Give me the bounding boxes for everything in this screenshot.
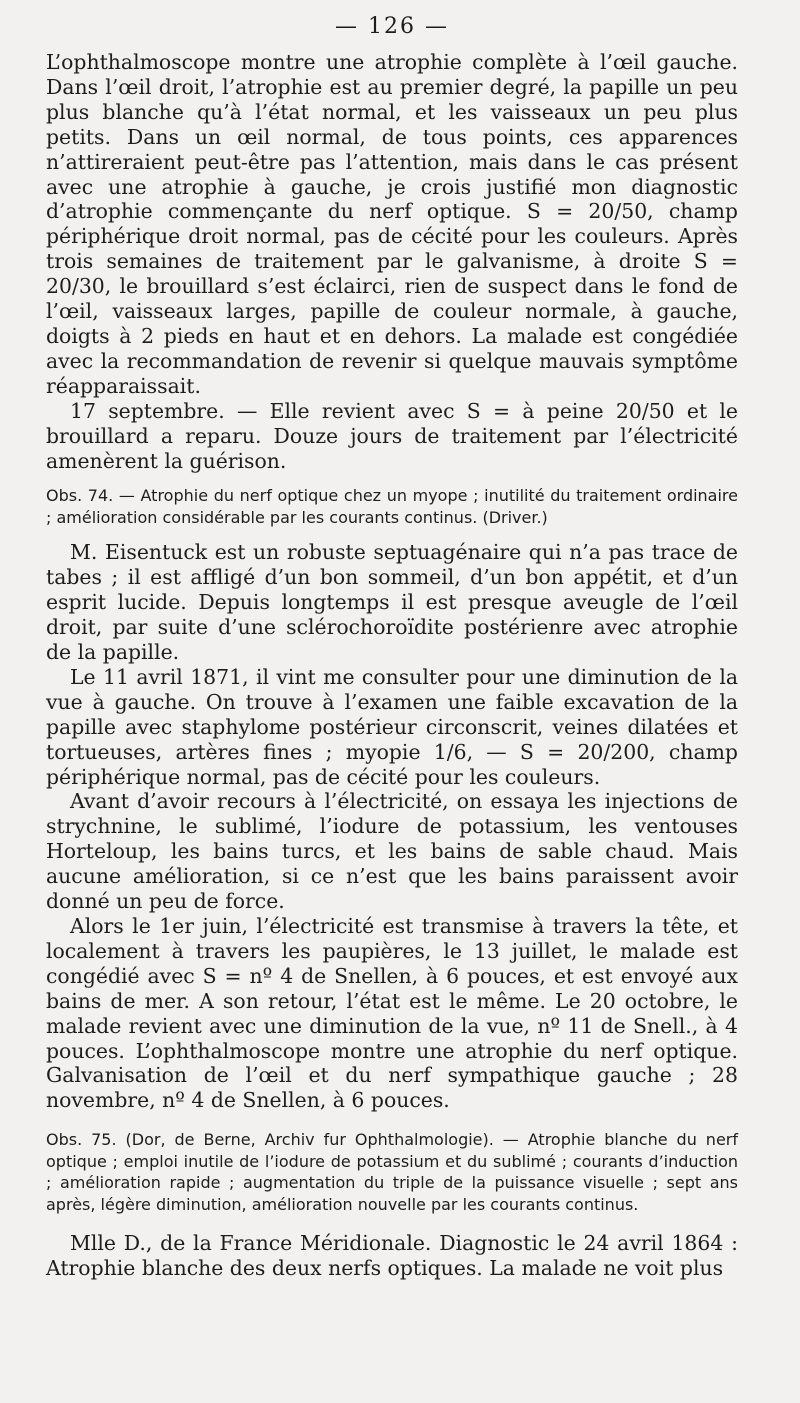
paragraph: Avant d’avoir recours à l’électricité, on essaya les injections de strychnine, le sublimé, l’iodure de potassium, les ventouses Horteloup, les bains turcs, et les bains de sable chaud. Mais aucune amélioration, si ce n’est que les bains paraissent avoir donné un peu de force. <box>46 789 738 914</box>
paragraph: M. Eisentuck est un robuste septuagénaire qui n’a pas trace de tabes ; il est affligé d’un bon sommeil, d’un bon appétit, et d’un esprit lucide. Depuis longtemps il est presque aveugle de l’œil droit, par suite d’une sclérochoroïdite postérienre avec atrophie de la papille. <box>46 540 738 665</box>
body-section-3 <box>46 1231 738 1281</box>
observation-title: Obs. 75. (Dor, de Berne, Archiv fur Ophthalmologie). — Atrophie blanche du nerf optique ; emploi inutile de l’iodure de potassium et du sublimé ; courants d’induction ; amélioration rapide ; augmentation du triple de la puissance visuelle ; sept ans après, légère diminution, amélioration nouvelle par les courants continus. <box>46 1130 738 1214</box>
observation-heading-75 <box>46 1129 738 1215</box>
page-number: — 126 — <box>335 14 449 39</box>
body-section-2 <box>46 540 738 1113</box>
paragraph: Alors le 1er juin, l’électricité est transmise à travers la tête, et localement à travers les paupières, le 13 juillet, le malade est congédié avec S = nº 4 de Snellen, à 6 pouces, et est envoyé aux bains de mer. A son retour, l’état est le même. Le 20 octobre, le malade revient avec une diminution de la vue, nº 11 de Snell., à 4 pouces. L’ophthalmoscope montre une atrophie du nerf optique. Galvanisation de l’œil et du nerf sympathique gauche ; 28 novembre, nº 4 de Snellen, à 6 pouces. <box>46 914 738 1113</box>
paragraph: Mlle D., de la France Méridionale. Diagnostic le 24 avril 1864 : Atrophie blanche des deux nerfs optiques. La malade ne voit plus <box>46 1231 738 1281</box>
spacer <box>46 1113 738 1129</box>
paragraph: Le 11 avril 1871, il vint me consulter pour une diminution de la vue à gauche. On trouve à l’examen une faible excavation de la papille avec staphylome postérieur circonscrit, veines dilatées et tortueuses, artères fines ; myopie 1/6, — S = 20/200, champ périphérique normal, pas de cécité pour les couleurs. <box>46 664 738 789</box>
spacer <box>46 473 738 485</box>
spacer <box>46 528 738 540</box>
paragraph: 17 septembre. — Elle revient avec S = à peine 20/50 et le brouillard a reparu. Douze jours de traitement par l’électricité amenèrent la guérison. <box>46 398 738 473</box>
body-section-1 <box>46 50 738 473</box>
observation-title: Obs. 74. — Atrophie du nerf optique chez un myope ; inutilité du traitement ordinaire ; amélioration considérable par les courants continus. (Driver.) <box>46 486 738 527</box>
observation-heading-74 <box>46 485 738 528</box>
paragraph: L’ophthalmoscope montre une atrophie complète à l’œil gauche. Dans l’œil droit, l’atrophie est au premier degré, la papille un peu plus blanche qu’à l’état normal, et les vaisseaux un peu plus petits. Dans un œil normal, de tous points, ces apparences n’attireraient peut-être pas l’attention, mais dans le cas présent avec une atrophie à gauche, je crois justifié mon diagnostic d’atrophie commençante du nerf optique. S = 20/50, champ périphérique droit normal, pas de cécité pour les couleurs. Après trois semaines de traitement par le galvanisme, à droite S = 20/30, le brouillard s’est éclairci, rien de suspect dans le fond de l’œil, vaisseaux larges, papille de couleur normale, à gauche, doigts à 2 pieds en haut et en dehors. La malade est congédiée avec la recommandation de revenir si quelque mauvais symptôme réapparaissait. <box>46 50 738 398</box>
spacer <box>46 1215 738 1231</box>
